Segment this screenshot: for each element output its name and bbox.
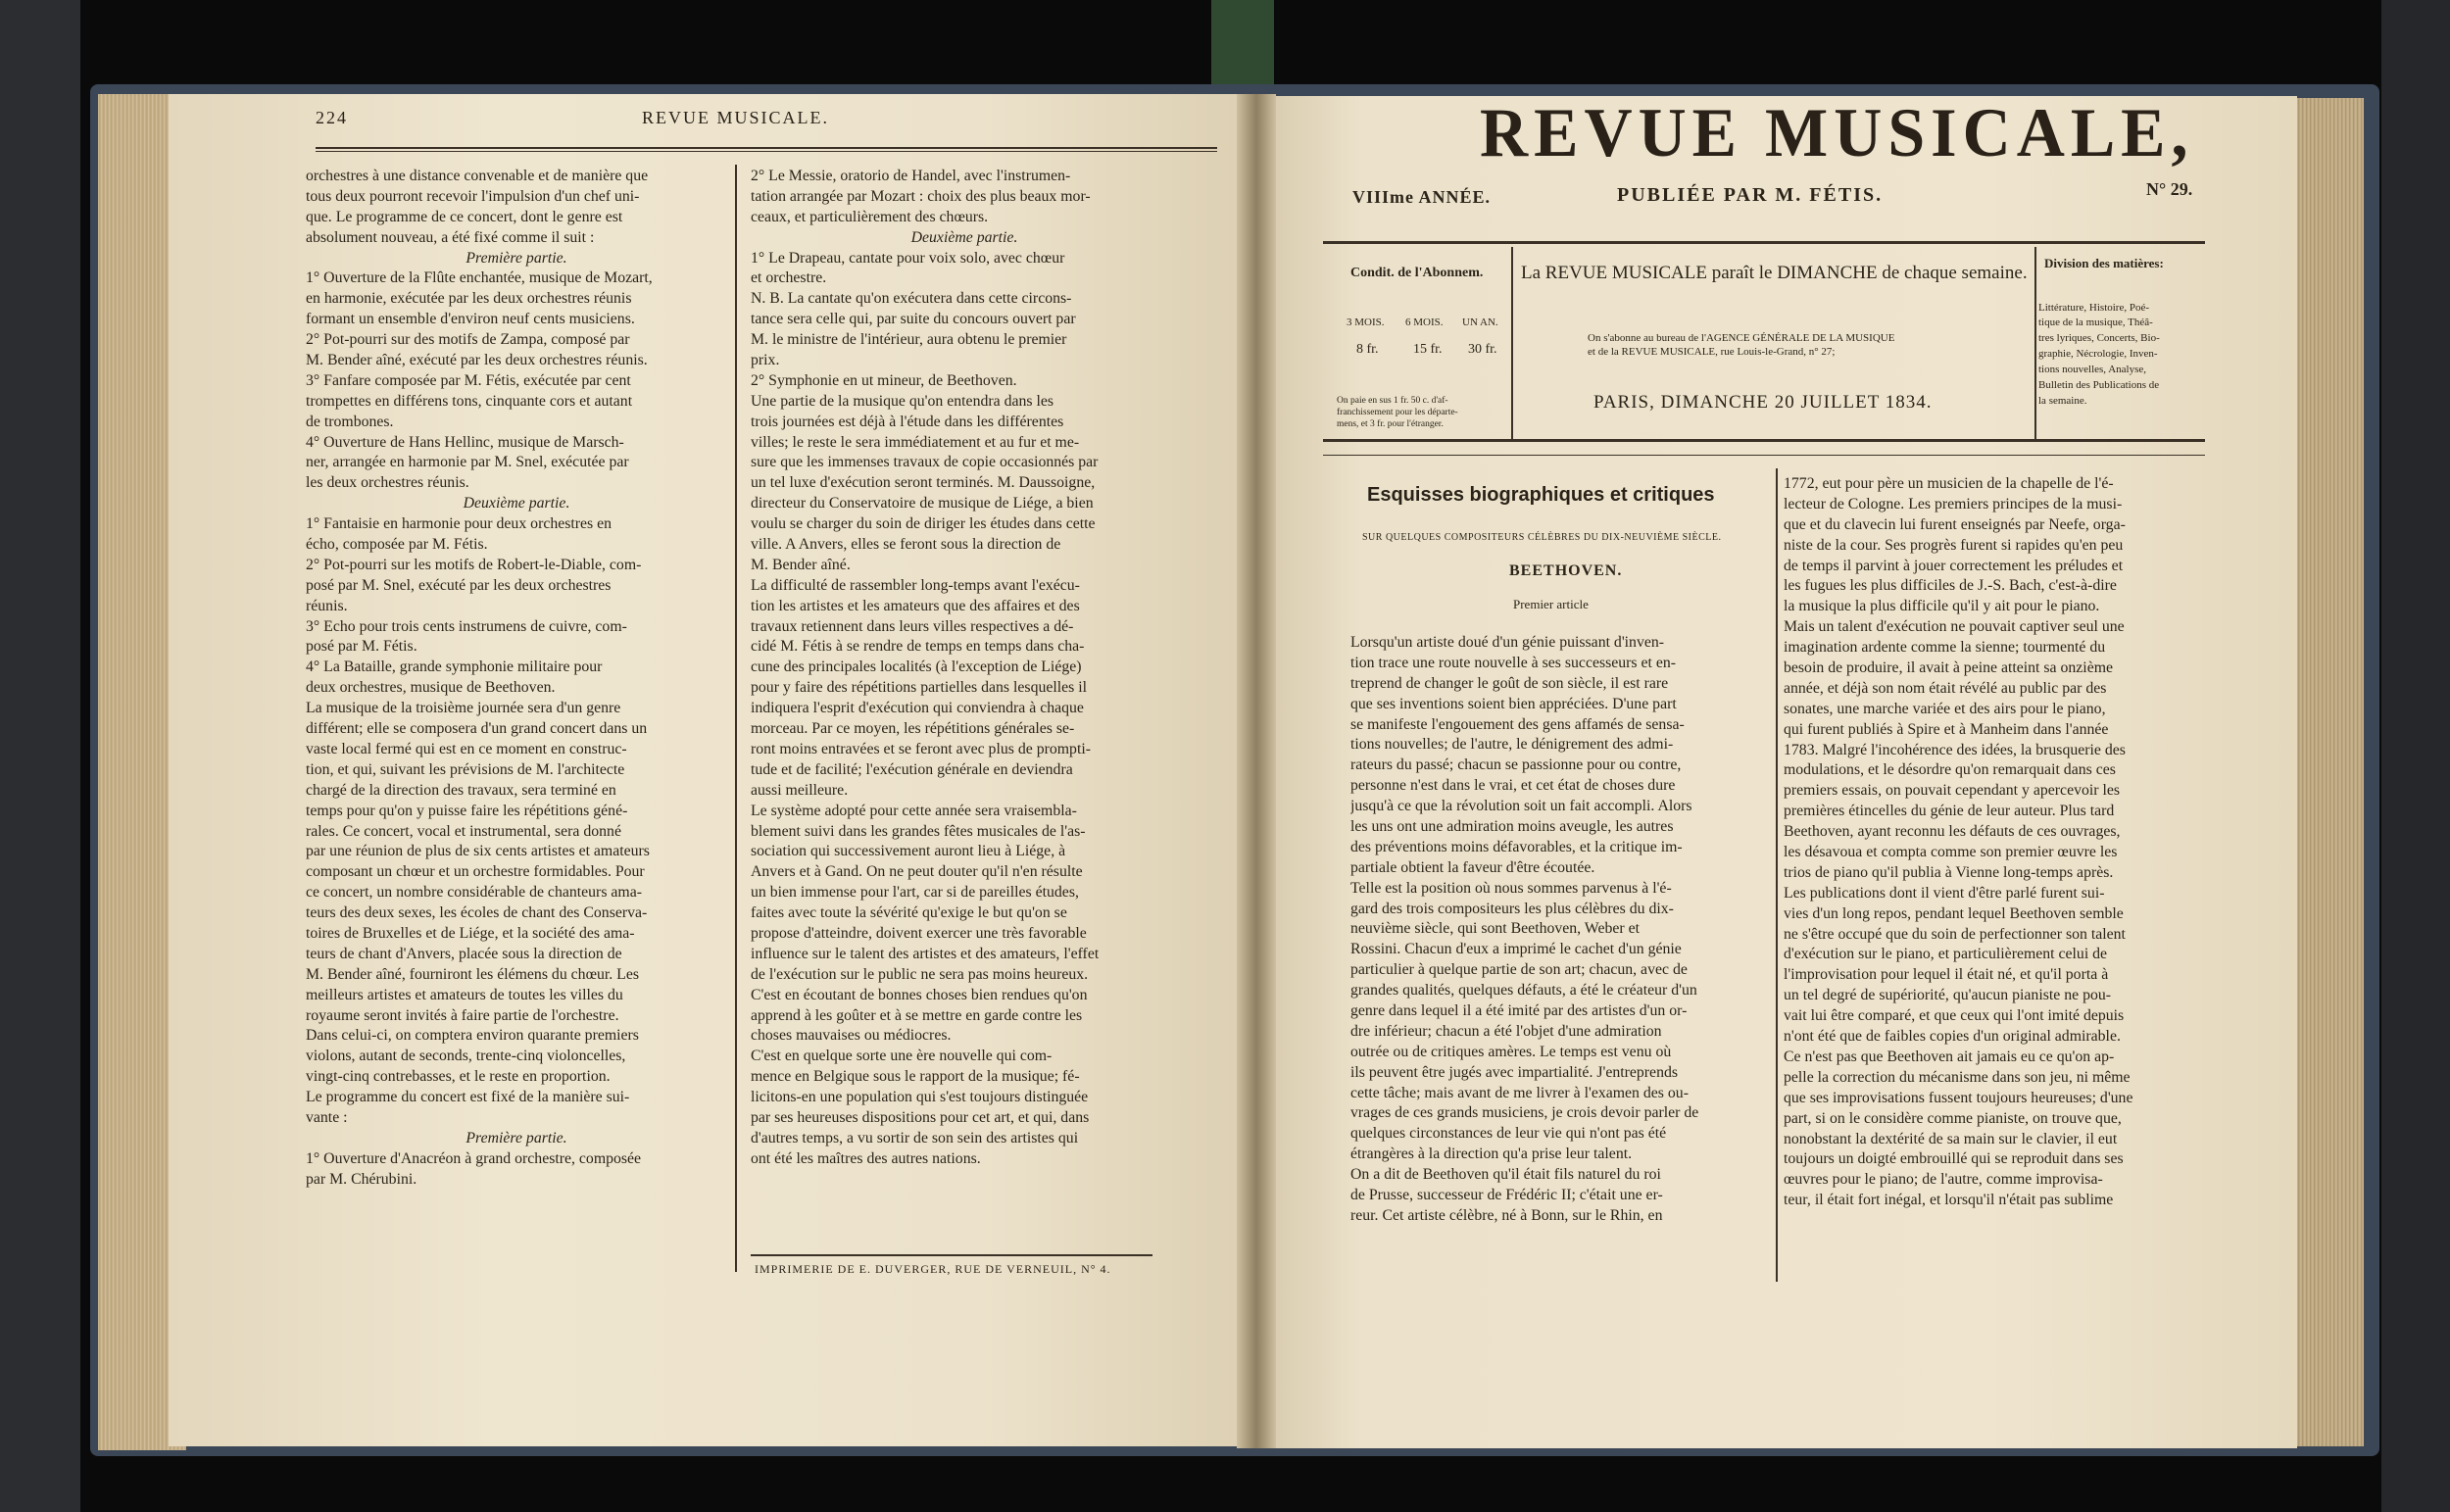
text-line: de temps il parvint à jouer correctement les préludes et — [1784, 557, 2124, 574]
text-line: réunis. — [306, 597, 348, 614]
text-line: par ses heureuses dispositions pour cet art, et qui, dans — [751, 1108, 1090, 1126]
text-line: tions nouvelles; de l'autre, le dénigrement des admi- — [1350, 736, 1674, 754]
text-line: et orchestre. — [751, 269, 827, 287]
text-line: Mais un talent d'exécution ne pouvait captiver seul une — [1784, 618, 2125, 636]
text-line: ont été les maîtres des autres nations. — [751, 1149, 981, 1167]
text-line: deux orchestres, musique de Beethoven. — [306, 679, 556, 697]
text-line: Telle est la position où nous sommes parvenus à l'é- — [1350, 879, 1672, 897]
text-line: Beethoven, ayant reconnu les défauts de ces ouvrages, — [1784, 823, 2121, 841]
text-line: écho, composée par M. Fétis. — [306, 536, 488, 554]
text-line: jusqu'à ce que la révolution soit un fait accompli. Alors — [1350, 798, 1692, 815]
text-line: licitons-en une population qui s'est toujours distinguée — [751, 1089, 1089, 1106]
masthead-title: REVUE MUSICALE, — [1480, 93, 2194, 171]
text-line: personne n'est dans le vrai, et cet état de choses dure — [1350, 777, 1676, 795]
text-line: toires de Bruxelles et de Liége, et la société des ama- — [306, 924, 635, 942]
text-line: trompettes en différens tons, cinquante cors et autant — [306, 392, 633, 410]
weekly-announcement: La REVUE MUSICALE paraît le DIMANCHE de chaque semaine. — [1521, 263, 2028, 283]
text-line: ceaux, et particulièrement des chœurs. — [751, 208, 989, 225]
text-line: différent; elle se composera d'un grand concert dans un — [306, 720, 648, 738]
text-line: prix. — [751, 352, 780, 369]
text-line: 2° Le Messie, oratorio de Handel, avec l'instrumen- — [751, 168, 1071, 184]
text-line: cidé M. Fétis à se rendre de temps en temps dans cha- — [751, 638, 1085, 656]
imprint-rule — [751, 1254, 1152, 1256]
text-line: La difficulté de rassembler long-temps avant l'exécu- — [751, 576, 1080, 594]
text-line: composant un chœur et un orchestre formidables. Pour — [306, 863, 645, 881]
text-line: Les publications dont il vient d'être parlé furent sui- — [1784, 884, 2105, 902]
text-line: propose d'atteindre, doivent exercer une très favorable — [751, 924, 1087, 942]
box-divider-right — [2034, 247, 2036, 439]
text-line: C'est en écoutant de bonnes choses bien rendues qu'on — [751, 986, 1088, 1003]
box-top-rule — [1323, 241, 2205, 244]
text-line: 1° Ouverture d'Anacréon à grand orchestre, composée — [306, 1149, 642, 1167]
text-line: ner, arrangée en harmonie par M. Snel, exécutée par — [306, 454, 629, 471]
text-line: reur. Cet artiste célèbre, né à Bonn, sur le Rhin, en — [1350, 1206, 1663, 1224]
text-line: premières étincelles du génie de leur auteur. Plus tard — [1784, 803, 2115, 820]
text-line: chargé de la direction des travaux, sera terminé en — [306, 781, 616, 799]
period-6-months: 6 MOIS. — [1405, 317, 1444, 328]
column-divider — [735, 165, 737, 1272]
price-6-months: 15 fr. — [1413, 342, 1443, 357]
text-line: un bien immense pour l'art, car si de pareilles études, — [751, 884, 1079, 902]
text-line: les fugues les plus difficiles de J.-S. Bach, c'est-à-dire — [1784, 577, 2117, 595]
text-line: apprend à les goûter et à se mettre en garde contre les — [751, 1006, 1083, 1024]
postage-note: mens, et 3 fr. pour l'étranger. — [1337, 419, 1444, 429]
text-line: un tel degré de supériorité, qu'aucun pianiste ne pou- — [1784, 987, 2112, 1004]
text-line: travaux retiennent dans leurs villes respectives a dé- — [751, 617, 1074, 635]
text-line: par M. Chérubini. — [306, 1170, 417, 1188]
divisions-line: tions nouvelles, Analyse, — [2038, 364, 2146, 375]
divisions-heading: Division des matières: — [2044, 256, 2164, 270]
text-line: Une partie de la musique qu'on entendra dans les — [751, 392, 1054, 410]
text-line: C'est en quelque sorte une ère nouvelle qui com- — [751, 1048, 1053, 1065]
text-line: part, si on le considère comme pianiste, on trouve que, — [1784, 1109, 2122, 1127]
text-line: lecteur de Cologne. Les premiers principes de la musi- — [1784, 495, 2123, 512]
text-line: 1° Fantaisie en harmonie pour deux orchestres en — [306, 515, 612, 533]
book-gutter — [1237, 94, 1276, 1448]
text-line: temps pour qu'on y puisse faire les répétitions géné- — [306, 802, 628, 819]
page-number: 224 — [316, 108, 348, 127]
text-line: sonates, une marche variée et des airs pour le piano, — [1784, 700, 2106, 717]
text-line: aussi meilleure. — [751, 781, 849, 799]
text-line: ne s'être occupé que du soin de perfectionner son talent — [1784, 925, 2126, 943]
article-part: Premier article — [1513, 597, 1589, 611]
text-line: choses mauvaises ou médiocres. — [751, 1027, 952, 1045]
text-line: 2° Symphonie en ut mineur, de Beethoven. — [751, 371, 1017, 389]
text-line: de l'exécution sur le public ne sera pas moins heureux. — [751, 965, 1089, 983]
text-line: orchestres à une distance convenable et de manière que — [306, 168, 649, 184]
header-rule-bottom — [1323, 455, 2205, 456]
section-heading: Deuxième partie. — [463, 495, 570, 512]
period-1-year: UN AN. — [1462, 317, 1498, 328]
text-line: absolument nouveau, a été fixé comme il suit : — [306, 228, 595, 246]
text-line: que. Le programme de ce concert, dont le genre est — [306, 208, 623, 225]
text-line: Le système adopté pour cette année sera vraisembla- — [751, 802, 1077, 819]
article-title: Esquisses biographiques et critiques — [1367, 484, 1715, 506]
text-line: ils peuvent être jugés avec impartialité. J'entreprends — [1350, 1063, 1679, 1081]
right-gray-band — [2381, 0, 2450, 1512]
text-line: pour y faire des répétitions partielles dans lesquelles il — [751, 679, 1088, 697]
text-line: tation arrangée par Mozart : choix des plus beaux mor- — [751, 187, 1091, 205]
text-line: 1° Le Drapeau, cantate pour voix solo, avec chœur — [751, 249, 1065, 267]
text-line: 1772, eut pour père un musicien de la chapelle de l'é- — [1784, 475, 2114, 492]
text-line: 1° Ouverture de la Flûte enchantée, musique de Mozart, — [306, 269, 653, 287]
text-line: l'improvisation pour lequel il était né, et qu'il porta à — [1784, 966, 2109, 984]
divisions-line: tres lyriques, Concerts, Bio- — [2038, 332, 2160, 344]
text-line: formant un ensemble d'environ neuf cents musiciens. — [306, 311, 635, 328]
text-line: directeur du Conservatoire de musique de Liége, a bien — [751, 495, 1094, 512]
text-line: étrangères à la direction qu'a prise leur talent. — [1350, 1146, 1633, 1163]
divisions-line: Bulletin des Publications de — [2038, 379, 2160, 391]
text-line: treprend de changer le goût de son siècle, il est rare — [1350, 674, 1669, 692]
text-line: On a dit de Beethoven qu'il était fils naturel du roi — [1350, 1166, 1661, 1184]
text-line: que ses inventions soient bien appréciées. D'une part — [1350, 695, 1677, 712]
text-line: n'ont été que de faibles copies d'un original admirable. — [1784, 1028, 2121, 1046]
text-line: de trombones. — [306, 413, 394, 430]
text-line: grandes qualités, quelques défauts, a été le créateur d'un — [1350, 982, 1697, 1000]
text-line: 4° Ouverture de Hans Hellinc, musique de Marsch- — [306, 433, 624, 451]
text-line: œuvres pour le piano; de l'autre, comme improvisa- — [1784, 1171, 2103, 1189]
text-line: genre dans lequel il a été imité par des artistes d'un or- — [1350, 1002, 1688, 1020]
text-line: quelques circonstances de leur vie qui n'ont pas été — [1350, 1125, 1667, 1143]
text-line: indiquera l'esprit d'exécution qui conviendra à chaque — [751, 700, 1084, 717]
office-address: On s'abonne au bureau de l'AGENCE GÉNÉRALE DE LA MUSIQUE — [1588, 332, 1895, 344]
text-line: tion les artistes et les amateurs que des affaires et des — [751, 597, 1080, 614]
issue-number: N° 29. — [2146, 179, 2193, 199]
period-3-months: 3 MOIS. — [1347, 317, 1385, 328]
text-line: teurs des deux sexes, les écoles de chant des Conserva- — [306, 904, 648, 922]
text-line: 2° Pot-pourri sur les motifs de Robert-le-Diable, com- — [306, 556, 642, 573]
dateline: PARIS, DIMANCHE 20 JUILLET 1834. — [1593, 392, 1933, 413]
text-line: un tel luxe d'exécution seront terminés. M. Daussoigne, — [751, 474, 1096, 492]
text-line: gard des trois compositeurs les plus célèbres du dix- — [1350, 900, 1674, 917]
subscription-heading: Condit. de l'Abonnem. — [1350, 266, 1484, 280]
text-line: vies d'un long repos, pendant lequel Beethoven semble — [1784, 904, 2124, 922]
text-line: sure que les immenses travaux de copie occasionnés par — [751, 454, 1099, 471]
divisions-line: la semaine. — [2038, 395, 2087, 407]
text-line: tance sera celle qui, par suite du concours ouvert par — [751, 311, 1076, 328]
text-line: teurs de chant d'Anvers, placée sous la direction de — [306, 945, 622, 962]
text-line: Anvers et à Gand. On ne peut douter qu'il n'en résulte — [751, 863, 1083, 881]
text-line: besoin de produire, il avait à peine atteint sa onzième — [1784, 659, 2114, 677]
text-line: premiers essais, on pouvait cependant y apercevoir les — [1784, 782, 2121, 800]
postage-note: On paie en sus 1 fr. 50 c. d'af- — [1337, 396, 1448, 406]
text-line: vrages de ces grands musiciens, je crois devoir parler de — [1350, 1104, 1699, 1122]
text-line: nonobstant la dextérité de sa main sur le clavier, il eut — [1784, 1130, 2118, 1147]
text-line: des préventions moins défavorables, et la critique im- — [1350, 838, 1683, 855]
text-line: cette tâche; mais avant de me livrer à l'examen des ou- — [1350, 1084, 1689, 1101]
text-line: niste de la cour. Ses progrès furent si rapides qu'en peu — [1784, 536, 2124, 554]
text-line: partiale obtient la faveur d'être écoutée. — [1350, 858, 1595, 876]
text-line: modulations, et le désordre qu'on remarquait dans ces — [1784, 761, 2116, 779]
office-address: et de la REVUE MUSICALE, rue Louis-le-Grand, n° 27; — [1588, 346, 1836, 358]
price-1-year: 30 fr. — [1468, 342, 1497, 357]
text-line: vingt-cinq contrebasses, et le reste en proportion. — [306, 1068, 611, 1086]
text-line: Dans celui-ci, on comptera environ quarante premiers — [306, 1027, 639, 1045]
text-line: posé par M. Fétis. — [306, 638, 417, 656]
text-line: tion, et qui, suivant les prévisions de M. l'architecte — [306, 760, 625, 778]
text-line: mence en Belgique sous le rapport de la musique; fé- — [751, 1068, 1080, 1086]
text-line: tude et de facilité; l'exécution générale en deviendra — [751, 760, 1073, 778]
text-line: M. le ministre de l'intérieur, aura obtenu le premier — [751, 331, 1067, 349]
text-line: voulu se charger du soin de diriger les études dans cette — [751, 515, 1096, 533]
text-line: villes; le reste le sera immédiatement et au fur et me- — [751, 433, 1080, 451]
text-line: M. Bender aîné, fourniront les élémens du chœur. Les — [306, 965, 639, 983]
text-line: les uns ont une admiration moins aveugle, les autres — [1350, 818, 1674, 836]
article-name: BEETHOVEN. — [1509, 562, 1623, 579]
text-line: royaume seront invités à faire partie de l'orchestre. — [306, 1006, 619, 1024]
text-line: rateurs du passé; chacun se passionne pour ou contre, — [1350, 756, 1682, 774]
text-line: M. Bender aîné. — [751, 556, 851, 573]
left-column-1 — [306, 167, 727, 1191]
text-line: dre inférieur; chacun a été l'objet d'une admiration — [1350, 1022, 1662, 1040]
text-line: par une réunion de plus de six cents artistes et amateurs — [306, 843, 650, 860]
text-line: 4° La Bataille, grande symphonie militaire pour — [306, 658, 603, 676]
text-line: Lorsqu'un artiste doué d'un génie puissant d'inven- — [1350, 634, 1665, 651]
text-line: imagination ardente comme la sienne; tourmenté du — [1784, 639, 2106, 657]
text-line: 1783. Malgré l'incohérence des idées, la brusquerie des — [1784, 741, 2126, 758]
text-line: posé par M. Snel, exécuté par les deux orchestres — [306, 576, 612, 594]
text-line: trios de piano qu'il publia à Vienne long-temps après. — [1784, 863, 2114, 881]
text-line: morceau. Par ce moyen, les répétitions générales se- — [751, 720, 1075, 738]
running-head: REVUE MUSICALE. — [642, 108, 829, 127]
text-line: outrée ou de critiques amères. Le temps est venu où — [1350, 1043, 1672, 1060]
text-line: teur, il était fort inégal, et lorsqu'il n'était pas sublime — [1784, 1192, 2114, 1209]
text-line: rales. Ce concert, vocal et instrumental, sera donné — [306, 822, 621, 840]
text-line: en harmonie, exécutée par les deux orchestres réunis — [306, 290, 632, 308]
text-line: année, et déjà son nom était révélé au public par des — [1784, 679, 2107, 697]
text-line: La musique de la troisième journée sera d'un genre — [306, 700, 621, 717]
text-line: pelle la correction du mécanisme dans son jeu, ni même — [1784, 1068, 2131, 1086]
text-line: d'autres temps, a vu sortir de son sein des artistes qui — [751, 1129, 1079, 1146]
text-line: meilleurs artistes et amateurs de toutes les villes du — [306, 986, 623, 1003]
price-3-months: 8 fr. — [1356, 342, 1379, 357]
text-line: tous deux pourront recevoir l'impulsion d'un chef uni- — [306, 187, 640, 205]
section-heading: Deuxième partie. — [910, 228, 1018, 246]
section-heading: Première partie. — [466, 1129, 567, 1146]
text-line: vaste local fermé qui est en ce moment en construc- — [306, 740, 627, 757]
text-line: Ce n'est pas que Beethoven ait jamais eu ce qu'on ap- — [1784, 1048, 2115, 1065]
text-line: la musique la plus difficile qu'il y ait pour le piano. — [1784, 598, 2100, 615]
header-rule-thin — [316, 151, 1217, 152]
text-line: N. B. La cantate qu'on exécutera dans cette circons- — [751, 290, 1072, 308]
text-line: toujours un doigté embrouillé qui se reproduit dans ses — [1784, 1150, 2124, 1168]
text-line: que ses improvisations fussent toujours heureuses; d'une — [1784, 1089, 2133, 1106]
text-line: sociation qui successivement auront lieu à Liége, à — [751, 843, 1066, 860]
imprint-line: IMPRIMERIE DE E. DUVERGER, RUE DE VERNEUIL, N° 4. — [755, 1262, 1111, 1276]
text-line: trois journées est déjà à l'étude dans les différentes — [751, 413, 1064, 430]
text-line: ront moins entravées et se feront avec plus de prompti- — [751, 740, 1091, 757]
right-column-1 — [1350, 633, 1768, 1227]
text-line: Rossini. Chacun d'eux a imprimé le cachet d'un génie — [1350, 941, 1682, 958]
text-line: se manifeste l'engouement des gens affamés de sensa- — [1350, 715, 1685, 733]
box-divider-left — [1511, 247, 1513, 439]
text-line: les deux orchestres réunis. — [306, 474, 469, 492]
green-bookmark-strip — [1211, 0, 1274, 94]
text-line: particulier à quelque partie de son art; chacun, avec de — [1350, 961, 1688, 979]
header-rule — [316, 147, 1217, 149]
year-label: VIIIme ANNÉE. — [1352, 187, 1492, 207]
divisions-line: Littérature, Histoire, Poé- — [2038, 302, 2150, 314]
text-line: 2° Pot-pourri sur des motifs de Zampa, composé par — [306, 331, 630, 349]
text-line: de Prusse, successeur de Frédéric II; c'était une er- — [1350, 1187, 1663, 1204]
right-column-2 — [1784, 474, 2205, 1211]
text-line: tion trace une route nouvelle à ses successeurs et en- — [1350, 654, 1677, 671]
box-bottom-rule — [1323, 439, 2205, 442]
text-line: faites avec toute la sévérité qu'exige le but qu'on se — [751, 904, 1067, 922]
text-line: ville. A Anvers, elles se feront sous la direction de — [751, 536, 1061, 554]
text-line: que et du clavecin lui furent enseignés par Neefe, orga- — [1784, 515, 2126, 533]
text-line: M. Bender aîné, exécuté par les deux orchestres réunis. — [306, 352, 648, 369]
right-column-divider — [1776, 468, 1778, 1282]
text-line: Le programme du concert est fixé de la manière sui- — [306, 1089, 630, 1106]
text-line: neuvième siècle, qui sont Beethoven, Weber et — [1350, 920, 1640, 938]
article-subtitle: SUR QUELQUES COMPOSITEURS CÉLÈBRES DU DIX-NEUVIÈME SIÈCLE. — [1362, 532, 1722, 543]
postage-note: franchissement pour les départe- — [1337, 408, 1458, 417]
text-line: 3° Fanfare composée par M. Fétis, exécutée par cent — [306, 371, 631, 389]
text-line: ce concert, un nombre considérable de chanteurs ama- — [306, 884, 642, 902]
text-line: influence sur le talent des artistes et des amateurs, l'effet — [751, 945, 1100, 962]
text-line: d'exécution sur le piano, et particulièrement celui de — [1784, 946, 2108, 963]
text-line: les désavoua et compta comme son premier œuvre les — [1784, 844, 2118, 861]
left-gray-band — [0, 0, 80, 1512]
text-line: cune des principales localités (à l'exception de Liége) — [751, 658, 1082, 676]
left-column-2 — [751, 167, 1178, 1170]
publisher-label: PUBLIÉE PAR M. FÉTIS. — [1617, 184, 1884, 206]
text-line: 3° Echo pour trois cents instrumens de cuivre, com- — [306, 617, 627, 635]
text-line: vait lui être comparé, et que ceux qui l'ont imité depuis — [1784, 1007, 2125, 1025]
text-line: qui furent publiés à Spire et à Manheim dans l'année — [1784, 720, 2109, 738]
text-line: vante : — [306, 1108, 348, 1126]
text-line: violons, autant de seconds, trente-cinq violoncelles, — [306, 1048, 626, 1065]
divisions-line: graphie, Nécrologie, Inven- — [2038, 348, 2158, 360]
divisions-line: tique de la musique, Théâ- — [2038, 317, 2153, 328]
section-heading: Première partie. — [466, 249, 567, 267]
text-line: blement suivi dans les grandes fêtes musicales de l'as- — [751, 822, 1086, 840]
